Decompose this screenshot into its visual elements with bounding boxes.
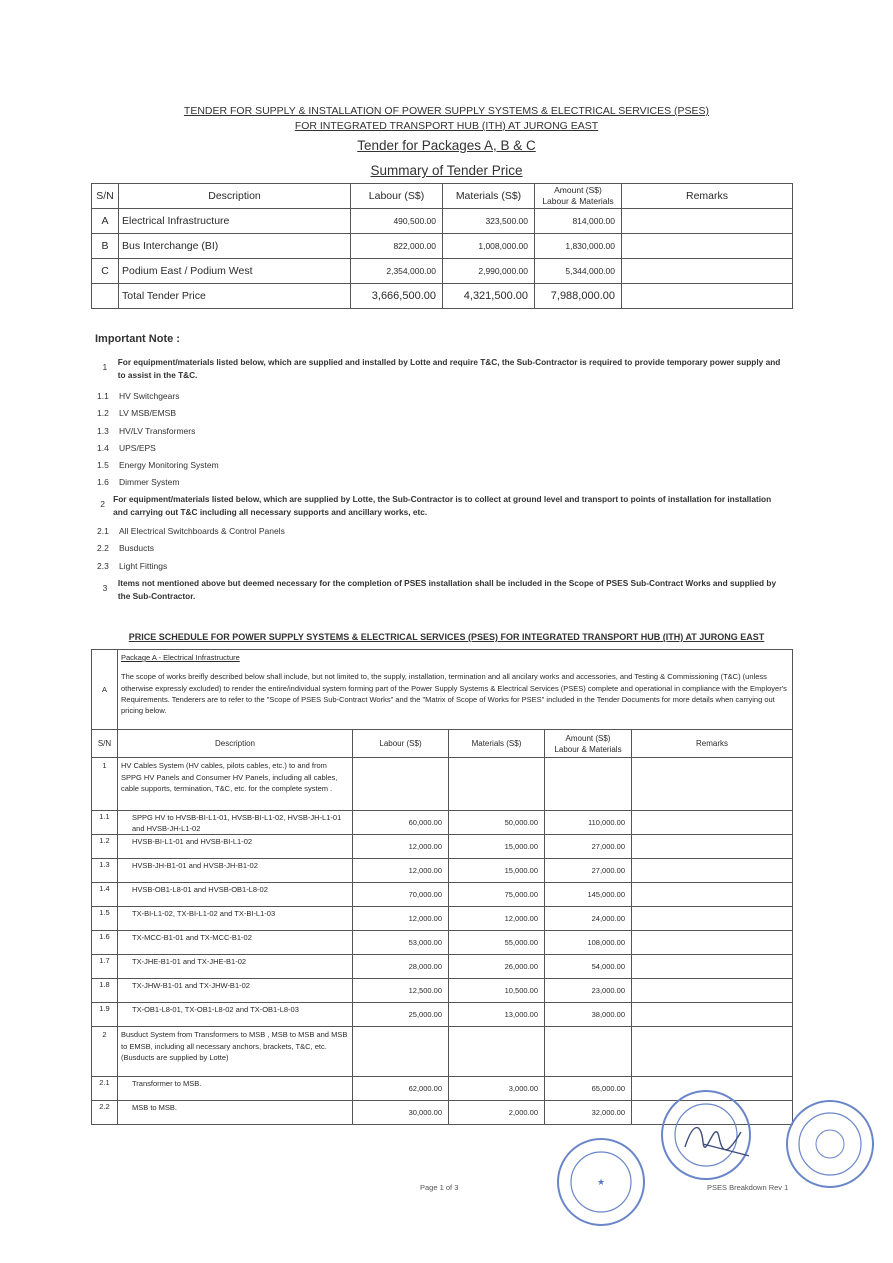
col-amount-line2: Labour & Materials [554, 744, 622, 754]
note-1-list [97, 388, 219, 492]
row-remarks [632, 955, 793, 979]
row-amount: 1,830,000.00 [535, 234, 622, 259]
package-row [92, 650, 793, 730]
row-sn: C [92, 259, 119, 284]
package-description [118, 650, 793, 730]
list-item: 1.6 Dimmer System [97, 477, 180, 488]
company-seal-signed [661, 1090, 751, 1180]
doc-title-packages: Tender for Packages A, B & C [357, 138, 536, 153]
row-description: TX-JHE-B1-01 and TX-JHE-B1-02 [118, 955, 353, 979]
list-item: 2.3 Light Fittings [97, 560, 168, 571]
svg-text:★: ★ [596, 1178, 606, 1188]
row-amount: 145,000.00 [545, 883, 632, 907]
package-scope-text: The scope of works breifly described below shall include, but not limited to, the supply, installation, termination and all ancilary works and accessories, and Testing & Commissioning (T&C) (unless otherwise expressly excluded) to render the entire/individual system forming part of the Power Supply Systems & Electrical Services (PSES) complete and operational in compliance with the Employer's Requirements. Tenderers are to refer to the "Scope of PSES Sub-Contract Works" and the "Matrix of Scope of Works for PSES" included in the Tender Documents for more details when carrying out pricing below. [121, 672, 787, 716]
row-amount: 27,000.00 [545, 835, 632, 859]
note-1-number: 1 [102, 362, 108, 372]
document-reference: PSES Breakdown Rev 1 [707, 1183, 789, 1192]
col-labour: Labour (S$) [353, 730, 449, 758]
row-sn: 1.3 [92, 859, 118, 883]
row-labour: 53,000.00 [353, 931, 449, 955]
col-materials: Materials (S$) [443, 184, 535, 209]
row-amount: 38,000.00 [545, 1003, 632, 1027]
col-materials: Materials (S$) [449, 730, 545, 758]
section-1-rows [92, 811, 793, 1027]
row-labour: 822,000.00 [351, 234, 443, 259]
note-3 [95, 577, 785, 603]
col-amount-line2: Labour & Materials [542, 196, 614, 206]
row-remarks [632, 931, 793, 955]
row-description: HVSB-JH-B1-01 and HVSB-JH-B1-02 [118, 859, 353, 883]
row-description: TX-JHW-B1-01 and TX-JHW-B1-02 [118, 979, 353, 1003]
section-row [92, 1027, 793, 1077]
row-labour: 70,000.00 [353, 883, 449, 907]
col-description: Description [118, 730, 353, 758]
row-materials: 3,000.00 [449, 1077, 545, 1101]
doc-title-line2: FOR INTEGRATED TRANSPORT HUB (ITH) AT JURONG EAST [294, 120, 599, 132]
row-description: TX-MCC-B1-01 and TX-MCC-B1-02 [118, 931, 353, 955]
row-amount: 108,000.00 [545, 931, 632, 955]
company-seal-stamp [557, 1138, 645, 1226]
col-amount-line1: Amount (S$) [554, 185, 602, 195]
total-labour: 3,666,500.00 [351, 284, 443, 309]
page-number: Page 1 of 3 [420, 1183, 459, 1192]
row-remarks [632, 907, 793, 931]
row-sn: 2 [92, 1027, 118, 1077]
row-amount: 23,000.00 [545, 979, 632, 1003]
row-remarks [632, 859, 793, 883]
col-amount-line1: Amount (S$) [565, 733, 611, 743]
seal-ring-icon [559, 1140, 643, 1224]
col-amount [545, 730, 632, 758]
list-item: 1.2 LV MSB/EMSB [97, 408, 176, 419]
note-2-list [97, 523, 285, 575]
schedule-header-row [92, 730, 793, 758]
package-sn: A [92, 650, 118, 730]
note-1 [95, 356, 785, 382]
summary-row [92, 209, 793, 234]
row-labour: 12,500.00 [353, 979, 449, 1003]
total-description: Total Tender Price [119, 284, 351, 309]
important-note-heading: Important Note : [95, 333, 180, 345]
row-labour: 28,000.00 [353, 955, 449, 979]
col-labour: Labour (S$) [351, 184, 443, 209]
row-sn: 1.7 [92, 955, 118, 979]
summary-row [92, 234, 793, 259]
total-materials: 4,321,500.00 [443, 284, 535, 309]
note-2-number: 2 [100, 499, 105, 509]
row-description: TX-BI-L1-02, TX-BI-L1-02 and TX-BI-L1-03 [118, 907, 353, 931]
row-description-main: Busduct System from Transformers to MSB , MSB to MSB and MSB to EMSB, including all necessary anchors, brackets, T&C, etc. [121, 1030, 348, 1051]
row-materials: 15,000.00 [449, 835, 545, 859]
row-remarks [622, 209, 793, 234]
row-description [118, 1027, 353, 1077]
schedule-title: PRICE SCHEDULE FOR POWER SUPPLY SYSTEMS & ELECTRICAL SERVICES (PSES) FOR INTEGRATED TRANSPORT HUB (ITH) AT JURONG EAST [128, 632, 765, 642]
summary-header-row [92, 184, 793, 209]
row-sn: 1.6 [92, 931, 118, 955]
row-materials: 55,000.00 [449, 931, 545, 955]
row-materials: 75,000.00 [449, 883, 545, 907]
total-sn [92, 284, 119, 309]
row-amount: 27,000.00 [545, 859, 632, 883]
table-row [92, 931, 793, 955]
row-sn: B [92, 234, 119, 259]
list-item: 1.5 Energy Monitoring System [97, 460, 219, 471]
row-materials: 323,500.00 [443, 209, 535, 234]
row-amount: 110,000.00 [545, 811, 632, 835]
row-sn: 2.1 [92, 1077, 118, 1101]
row-amount: 5,344,000.00 [535, 259, 622, 284]
row-labour: 12,000.00 [353, 859, 449, 883]
row-description: MSB to MSB. [118, 1101, 353, 1125]
summary-row [92, 259, 793, 284]
table-row [92, 907, 793, 931]
row-labour: 60,000.00 [353, 811, 449, 835]
list-item: 1.1 HV Switchgears [97, 391, 180, 401]
note-2 [95, 493, 785, 519]
row-sn: 1.1 [92, 811, 118, 835]
row-sn: 1.9 [92, 1003, 118, 1027]
signature-icon [663, 1092, 749, 1178]
row-remarks [632, 811, 793, 835]
col-sn: S/N [92, 730, 118, 758]
row-materials: 2,000.00 [449, 1101, 545, 1125]
row-materials: 10,500.00 [449, 979, 545, 1003]
col-description: Description [119, 184, 351, 209]
price-schedule-table [91, 649, 793, 1125]
list-item: 2.2 Busducts [97, 543, 154, 554]
doc-title-summary: Summary of Tender Price [370, 163, 523, 178]
row-sn: 1.5 [92, 907, 118, 931]
row-description: Transformer to MSB. [118, 1077, 353, 1101]
row-materials: 50,000.00 [449, 811, 545, 835]
note-3-text: Items not mentioned above but deemed necessary for the completion of PSES installation shall be included in the Scope of PSES Sub-Contract Works and supplied by the Sub-Contractor. [117, 578, 777, 601]
row-materials: 12,000.00 [449, 907, 545, 931]
col-amount [535, 184, 622, 209]
row-amount: 54,000.00 [545, 955, 632, 979]
row-sn: 1.2 [92, 835, 118, 859]
row-materials: 15,000.00 [449, 859, 545, 883]
table-row [92, 835, 793, 859]
section-row [92, 758, 793, 811]
row-remarks [632, 1003, 793, 1027]
row-description: Podium East / Podium West [119, 259, 351, 284]
row-remarks [622, 234, 793, 259]
row-sn: A [92, 209, 119, 234]
row-description: Bus Interchange (BI) [119, 234, 351, 259]
total-remarks [622, 284, 793, 309]
doc-title-line1: TENDER FOR SUPPLY & INSTALLATION OF POWER SUPPLY SYSTEMS & ELECTRICAL SERVICES (PSES) [183, 105, 710, 117]
list-item: 1.3 HV/LV Transformers [97, 425, 196, 436]
row-description: Electrical Infrastructure [119, 209, 351, 234]
row-amount: 32,000.00 [545, 1101, 632, 1125]
row-description: TX-OB1-L8-01, TX-OB1-L8-02 and TX-OB1-L8-03 [118, 1003, 353, 1027]
table-row [92, 811, 793, 835]
row-amount: 65,000.00 [545, 1077, 632, 1101]
row-description: HVSB-OB1-L8-01 and HVSB-OB1-L8-02 [118, 883, 353, 907]
list-item: 1.4 UPS/EPS [97, 442, 156, 453]
row-labour: 490,500.00 [351, 209, 443, 234]
table-row [92, 859, 793, 883]
contractor-branch-seal [786, 1100, 874, 1188]
row-sn: 1.4 [92, 883, 118, 907]
col-remarks: Remarks [622, 184, 793, 209]
row-materials: 13,000.00 [449, 1003, 545, 1027]
row-labour: 12,000.00 [353, 835, 449, 859]
row-labour: 2,354,000.00 [351, 259, 443, 284]
row-sn: 1 [92, 758, 118, 811]
row-amount: 24,000.00 [545, 907, 632, 931]
row-labour: 12,000.00 [353, 907, 449, 931]
table-row [92, 955, 793, 979]
note-3-number: 3 [102, 583, 108, 593]
list-item: 2.1 All Electrical Switchboards & Control Panels [97, 526, 285, 536]
table-row [92, 979, 793, 1003]
row-materials: 26,000.00 [449, 955, 545, 979]
row-sn: 2.2 [92, 1101, 118, 1125]
total-amount: 7,988,000.00 [535, 284, 622, 309]
row-sn: 1.8 [92, 979, 118, 1003]
note-2-text: For equipment/materials listed below, which are supplied by Lotte, the Sub-Contractor is to collect at ground level and transport to points of installation for installation and carrying out T&C including all necessary supports and ancillary works, etc. [113, 494, 772, 517]
row-materials: 2,990,000.00 [443, 259, 535, 284]
seal-ring-icon [788, 1102, 872, 1186]
row-materials: 1,008,000.00 [443, 234, 535, 259]
row-remarks [632, 979, 793, 1003]
col-sn: S/N [92, 184, 119, 209]
row-description: SPPG HV to HVSB-BI-L1-01, HVSB-BI-L1-02, HVSB-JH-L1-01 and HVSB-JH-L1-02 [118, 811, 353, 835]
row-amount: 814,000.00 [535, 209, 622, 234]
row-remarks [632, 883, 793, 907]
row-labour: 30,000.00 [353, 1101, 449, 1125]
row-description-note: (Busducts are supplied by Lotte) [121, 1053, 229, 1062]
row-remarks [632, 835, 793, 859]
row-description: HVSB-BI-L1-01 and HVSB-BI-L1-02 [118, 835, 353, 859]
note-1-text: For equipment/materials listed below, which are supplied and installed by Lotte and require T&C, the Sub-Contractor is required to provide temporary power supply and to assist in the T&C. [117, 357, 781, 380]
row-labour: 62,000.00 [353, 1077, 449, 1101]
row-remarks [622, 259, 793, 284]
table-row [92, 883, 793, 907]
row-description: HV Cables System (HV cables, pilots cables, etc.) to and from SPPG HV Panels and Consumer HV Panels, including all cables, cable supports, termination, T&C, etc. for the complete system . [118, 758, 353, 811]
summary-total-row [92, 284, 793, 309]
table-row [92, 1003, 793, 1027]
row-labour: 25,000.00 [353, 1003, 449, 1027]
col-remarks: Remarks [632, 730, 793, 758]
package-title: Package A - Electrical Infrastructure [121, 653, 240, 662]
summary-table [91, 183, 793, 309]
